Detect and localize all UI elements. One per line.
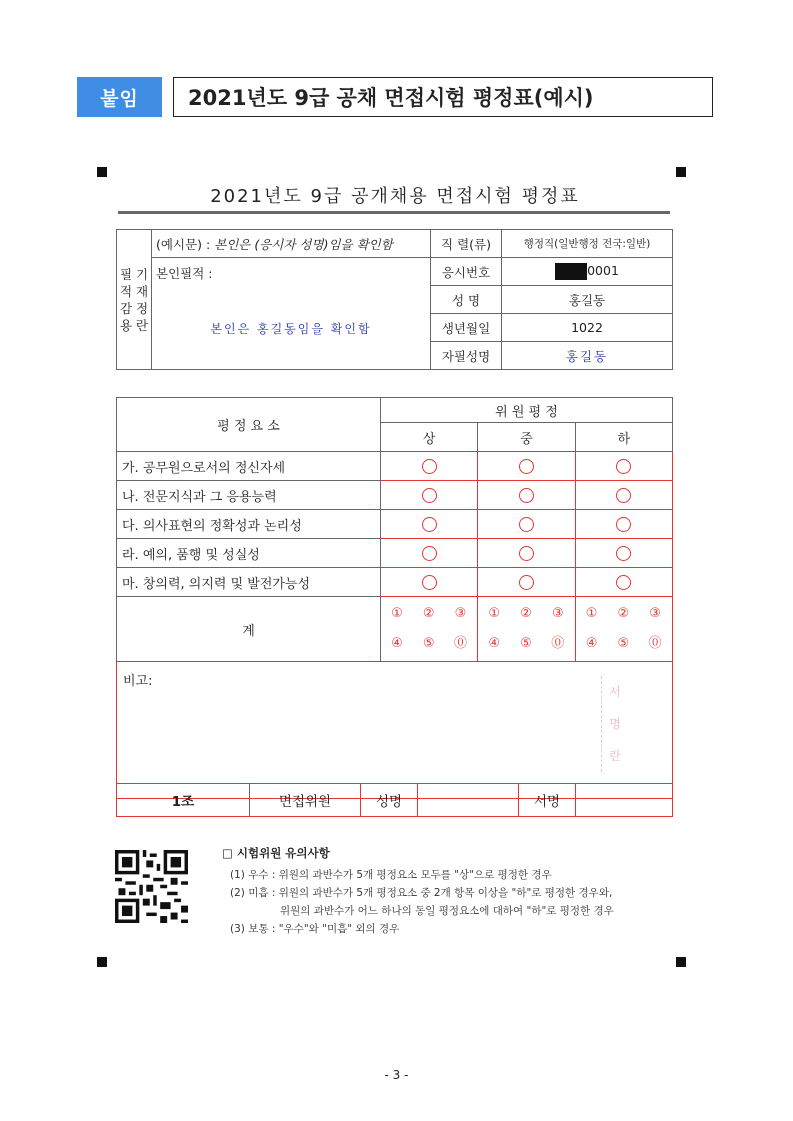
note-item: (1) 우수 : 위원의 과반수가 5개 평정요소 모두를 "상"으로 평정한 경우 (230, 869, 552, 881)
grade-circle[interactable] (422, 459, 437, 474)
form-title: 2021년도 9급 공개채용 면접시험 평정표 (210, 186, 580, 207)
score-1[interactable]: ① (391, 606, 403, 621)
factor-label: 나. 전문지식과 그 응용능력 (117, 481, 381, 510)
corner-mark (676, 167, 686, 177)
side-label-cell (117, 230, 152, 370)
panel-header: 위 원 평 정 (381, 398, 673, 423)
grade-circle[interactable] (519, 459, 534, 474)
grade-circle[interactable] (422, 517, 437, 532)
handwriting-cell (152, 258, 431, 370)
side-label: 감 정 (119, 300, 149, 316)
committee-label: 면접위원 (250, 784, 361, 817)
example-cell (152, 230, 431, 258)
grade-circle[interactable] (422, 575, 437, 590)
sign-label: 서명 (519, 784, 576, 817)
grade-circle[interactable] (616, 517, 631, 532)
field-label: 생년월일 (431, 314, 502, 342)
score-0[interactable]: ⓪ (551, 636, 565, 651)
title-rule (118, 211, 670, 214)
field-birthdate-value: 1022 (502, 314, 673, 342)
handwriting-label: 본인필적 : (156, 266, 213, 281)
page-number: - 3 - (384, 1068, 409, 1082)
score-2[interactable]: ② (520, 606, 532, 621)
grade-mid: 중 (478, 423, 575, 452)
grade-circle[interactable] (519, 575, 534, 590)
factor-label: 가. 공무원으로서의 정신자세 (117, 452, 381, 481)
score-0[interactable]: ⓪ (648, 636, 662, 651)
corner-mark (97, 167, 107, 177)
field-label: 응시번호 (431, 258, 502, 286)
grade-circle[interactable] (616, 575, 631, 590)
evaluation-table (116, 397, 673, 799)
side-label: 적 재 (119, 283, 149, 299)
score-5[interactable]: ⑤ (422, 636, 435, 651)
remarks-label: 비고: (123, 674, 153, 689)
grade-circle[interactable] (519, 546, 534, 561)
grade-circle[interactable] (616, 546, 631, 561)
score-cell (381, 597, 478, 662)
total-label: 계 (117, 597, 381, 662)
field-label: 성 명 (431, 286, 502, 314)
note-item: (3) 보통 : "우수"와 "미흡" 외의 경우 (230, 923, 400, 935)
seal-char: 란 (609, 749, 621, 763)
field-label: 직 렬(류) (431, 230, 502, 258)
candidate-info-table (116, 229, 673, 370)
score-4[interactable]: ④ (585, 636, 598, 651)
grade-low: 하 (575, 423, 672, 452)
grade-circle[interactable] (422, 546, 437, 561)
score-cell (575, 597, 672, 662)
exam-number-value: 0001 (587, 263, 619, 278)
score-3[interactable]: ③ (551, 606, 564, 621)
score-3[interactable]: ③ (649, 606, 661, 621)
side-label: 필 기 (119, 266, 149, 282)
examiner-notes (222, 845, 692, 939)
name-input[interactable] (418, 784, 519, 817)
notes-heading: □ 시험위원 유의사항 (222, 846, 330, 860)
field-series-value: 행정직(일반행정 전국:일반) (502, 230, 673, 258)
field-name-value: 홍길동 (502, 286, 673, 314)
factor-header: 평 정 요 소 (117, 398, 381, 452)
corner-mark (97, 957, 107, 967)
score-5[interactable]: ⑤ (617, 636, 630, 651)
example-prefix: (예시문) : (156, 236, 215, 252)
remarks-area[interactable] (117, 662, 673, 799)
score-2[interactable]: ② (422, 606, 435, 621)
field-label: 자필성명 (431, 342, 502, 370)
factor-label: 라. 예의, 품행 및 성실성 (117, 539, 381, 568)
qr-code-icon (115, 850, 188, 923)
score-4[interactable]: ④ (488, 636, 501, 651)
score-cell (478, 597, 575, 662)
field-signature-value: 홍길동 (502, 342, 673, 370)
score-3[interactable]: ③ (454, 606, 467, 621)
seal-char: 명 (609, 717, 621, 731)
handwriting-sample: 본인은 홍길동임을 확인함 (210, 322, 372, 336)
attachment-badge: 붙임 (77, 77, 162, 117)
grade-circle[interactable] (422, 488, 437, 503)
grade-circle[interactable] (519, 488, 534, 503)
side-label: 용 란 (119, 317, 149, 333)
seal-placeholder (601, 676, 628, 772)
corner-mark (676, 957, 686, 967)
redaction-block (555, 263, 587, 280)
field-exam-number (502, 258, 673, 286)
score-4[interactable]: ④ (391, 636, 403, 651)
grade-circle[interactable] (616, 459, 631, 474)
seal-char: 서 (609, 685, 621, 699)
grade-circle[interactable] (616, 488, 631, 503)
factor-label: 다. 의사표현의 정확성과 논리성 (117, 510, 381, 539)
example-text: 본인은 (응시자 성명)임을 확인함 (214, 236, 393, 252)
note-item: (2) 미흡 : 위원의 과반수가 5개 평정요소 중 2개 항목 이상을 "하"로 평정한 경우와, (230, 887, 613, 899)
factor-label: 마. 창의력, 의지력 및 발전가능성 (117, 568, 381, 597)
score-1[interactable]: ① (585, 606, 598, 621)
grade-circle[interactable] (519, 517, 534, 532)
committee-signature-row (116, 783, 673, 817)
score-5[interactable]: ⑤ (520, 636, 532, 651)
name-label: 성명 (361, 784, 418, 817)
note-item: 위원의 과반수가 어느 하나의 동일 평정요소에 대하여 "하"로 평정한 경우 (280, 905, 614, 917)
score-2[interactable]: ② (617, 606, 630, 621)
score-0[interactable]: ⓪ (453, 636, 467, 651)
sign-input[interactable] (576, 784, 673, 817)
group-label: 1조 (117, 784, 250, 817)
score-1[interactable]: ① (488, 606, 501, 621)
grade-high: 상 (381, 423, 478, 452)
document-title: 2021년도 9급 공채 면접시험 평정표(예시) (173, 77, 713, 117)
